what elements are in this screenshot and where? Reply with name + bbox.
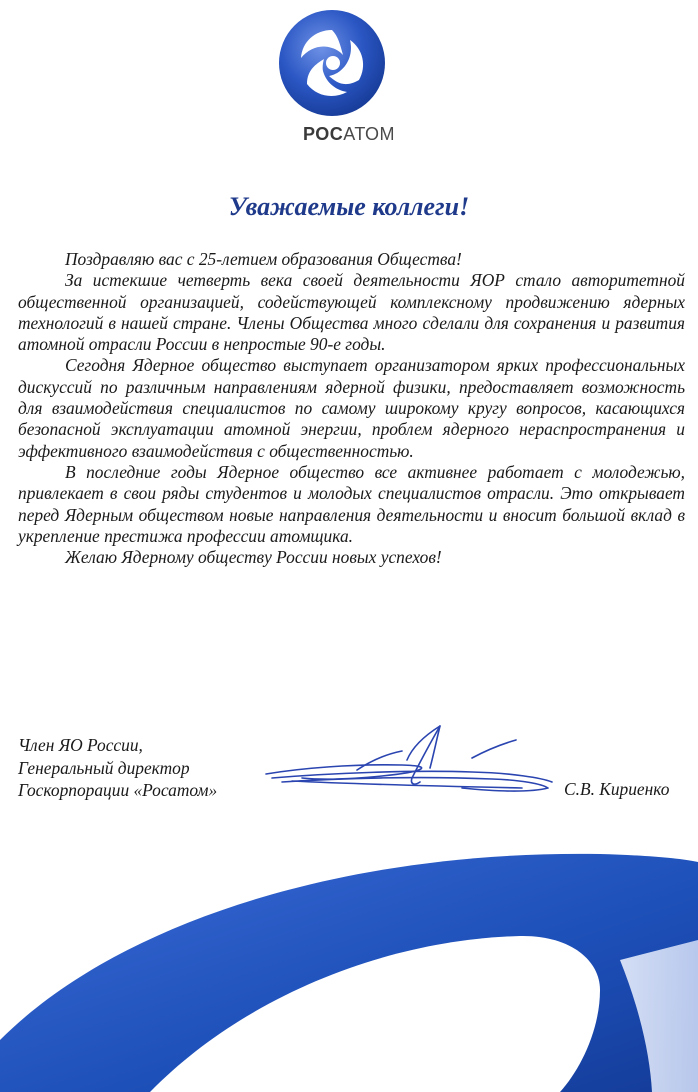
brand-wordmark (0, 124, 698, 145)
letter-salutation: Уважаемые коллеги! (228, 192, 470, 221)
signatory-line: Госкорпорации «Росатом» (18, 780, 218, 800)
decorative-swoosh (0, 840, 698, 1092)
brand-bold-part: РОС (302, 124, 344, 144)
signatory-title (18, 734, 278, 802)
signatory-line: Генеральный директор (18, 757, 190, 778)
signatory-line: Член ЯО России, (18, 735, 143, 755)
signatory-name: С.В. Кириенко (564, 779, 670, 799)
letter-paragraph: В последние годы Ядерное общество все активнее работает с молодежью, привлекает в свои ряды студентов и молодых специалистов отрасли. Это открывает перед Ядерным обществом новые направления деятельности и вносит большой вклад в укрепление престижа профессии атомщика. (18, 461, 685, 546)
letter-body (18, 249, 685, 568)
letter-paragraph: Сегодня Ядерное общество выступает организатором ярких профессиональных дискуссий по различным направлениям ядерной физики, предоставляет возможность для взаимодействия специалистов по самому широкому кругу вопросов, касающихся безопасной эксплуатации атомной энергии, проблем ядерного нераспространения и эффективного взаимодействия с общественностью. (18, 355, 685, 461)
letter-paragraph: Желаю Ядерному обществу России новых успехов! (65, 547, 442, 568)
handwritten-signature (262, 718, 562, 818)
brand-regular-part: АТОМ (343, 124, 396, 144)
rosatom-emblem-icon (277, 8, 387, 118)
letter-paragraph: За истекшие четверть века своей деятельности ЯОР стало авторитетной общественной организацией, содействующей комплексному продвижению ядерных технологий в нашей стране. Члены Общества много сделали для сохранения и развития атомной отрасли России в непростые 90-е годы. (18, 270, 685, 355)
letter-paragraph: Поздравляю вас с 25-летием образования Общества! (65, 249, 462, 269)
